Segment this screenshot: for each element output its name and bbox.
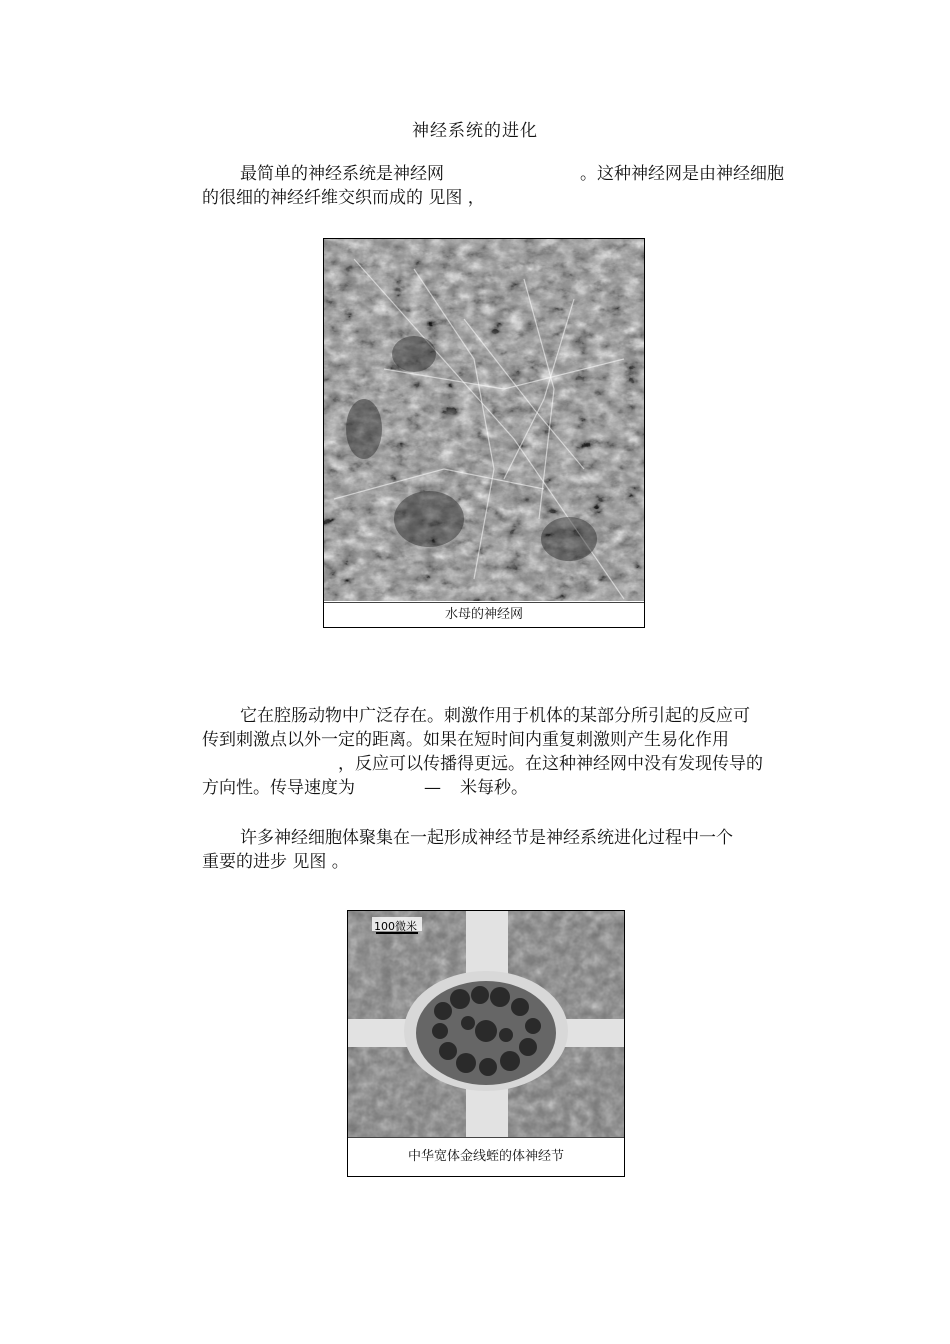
figure-jellyfish-nerve-net: [323, 238, 645, 628]
paragraph-2-line-2: 传到刺激点以外一定的距离。如果在短时间内重复刺激则产生易化作用: [202, 730, 729, 750]
paragraph-1-line-1b: 。这种神经网是由神经细胞: [580, 164, 784, 184]
figure-leech-ganglion: [347, 910, 625, 1177]
paragraph-2: [202, 704, 810, 800]
jellyfish-nerve-net-image: [324, 239, 644, 601]
paragraph-2-line-4c: 米每秒。: [460, 778, 528, 798]
paragraph-1: [202, 162, 810, 210]
paragraph-3-line-2: 重要的进步 见图 。: [202, 852, 349, 872]
figure-2-caption: 中华宽体金线蛭的体神经节: [348, 1137, 624, 1176]
paragraph-2-line-1: 它在腔肠动物中广泛存在。刺激作用于机体的某部分所引起的反应可: [240, 706, 750, 726]
paragraph-2-line-3: ，反应可以传播得更远。在这种神经网中没有发现传导的: [338, 754, 763, 774]
paragraph-1-line-1a: 最简单的神经系统是神经网: [240, 164, 444, 184]
figure-1-caption: 水母的神经网: [324, 602, 644, 627]
paragraph-3-line-1: 许多神经细胞体聚集在一起形成神经节是神经系统进化过程中一个: [240, 828, 733, 848]
paragraph-2-line-4a: 方向性。传导速度为: [202, 778, 355, 798]
scale-bar-label: 100微米: [374, 920, 417, 933]
paragraph-3: [202, 826, 810, 874]
paragraph-1-line-2: 的很细的神经纤维交织而成的 见图 ，: [202, 188, 485, 208]
page-title: 神经系统的进化: [412, 121, 538, 141]
leech-ganglion-image: [348, 911, 624, 1137]
paragraph-2-line-4b: —: [424, 778, 441, 798]
